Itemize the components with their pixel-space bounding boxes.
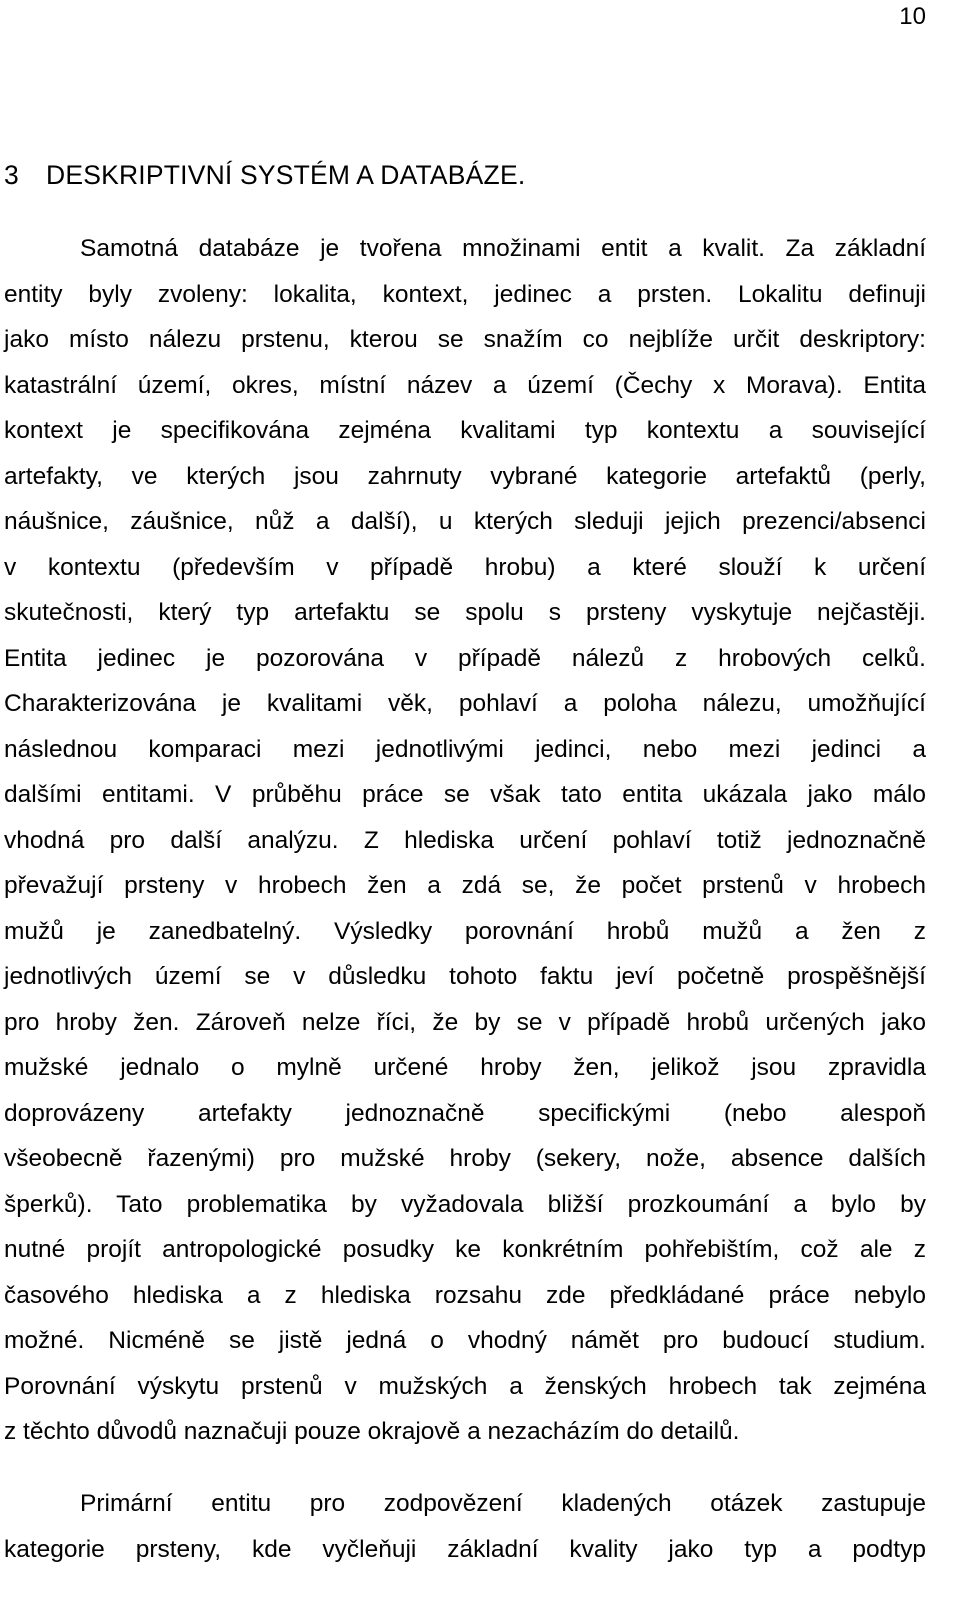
paragraph-line: náušnice, záušnice, nůž a další), u kterých sleduji jejich prezenci/absenci — [4, 508, 926, 535]
paragraph-line: z těchto důvodů naznačuji pouze okrajově a nezacházím do detailů. — [4, 1418, 740, 1445]
paragraph-line: Entita jedinec je pozorována v případě nálezů z hrobových celků. — [4, 644, 926, 672]
paragraph-line: časového hlediska a z hlediska rozsahu zde předkládané práce nebylo — [4, 1281, 926, 1309]
paragraph-line: Charakterizována je kvalitami věk, pohlaví a poloha nálezu, umožňující — [4, 690, 926, 717]
paragraph-line: doprovázeny artefakty jednoznačně specifickými (nebo alespoň — [4, 1099, 926, 1127]
paragraph-line: mužské jednalo o mylně určené hroby žen, jelikož jsou zpravidla — [4, 1054, 926, 1081]
paragraph-line: následnou komparaci mezi jednotlivými jedinci, nebo mezi jedinci a — [4, 735, 926, 763]
chapter-title: DESKRIPTIVNÍ SYSTÉM A DATABÁZE. — [46, 160, 526, 190]
paragraph-line: artefakty, ve kterých jsou zahrnuty vybrané kategorie artefaktů (perly, — [4, 462, 926, 490]
paragraph-line: katastrální území, okres, místní název a území (Čechy x Morava). Entita — [4, 371, 926, 399]
chapter-heading — [4, 157, 525, 193]
paragraph-line: entity byly zvoleny: lokalita, kontext, jedinec a prsten. Lokalitu definuji — [4, 280, 926, 308]
paragraph-line: skutečnosti, který typ artefaktu se spolu s prsteny vyskytuje nejčastěji. — [4, 599, 926, 626]
paragraph-line: všeobecně řazenými) pro mužské hroby (sekery, nože, absence dalších — [4, 1145, 926, 1172]
paragraph-line: kontext je specifikována zejména kvalitami typ kontextu a související — [4, 417, 926, 444]
body-paragraph-1 — [4, 226, 926, 1455]
paragraph-line: nutné projít antropologické posudky ke konkrétním pohřebištím, což ale z — [4, 1236, 926, 1263]
body-paragraph-2 — [4, 1481, 926, 1572]
paragraph-line: šperků). Tato problematika by vyžadovala bližší prozkoumání a bylo by — [4, 1190, 926, 1218]
paragraph-line: Primární entitu pro zodpovězení kladených otázek zastupuje — [80, 1490, 926, 1517]
chapter-number: 3 — [4, 160, 19, 190]
paragraph-line: jednotlivých území se v důsledku tohoto faktu jeví početně prospěšnější — [4, 963, 926, 990]
paragraph-line: vhodná pro další analýzu. Z hlediska určení pohlaví totiž jednoznačně — [4, 826, 926, 854]
paragraph-line: jako místo nálezu prstenu, kterou se snažím co nejblíže určit deskriptory: — [4, 326, 926, 353]
paragraph-line: v kontextu (především v případě hrobu) a které slouží k určení — [4, 553, 926, 581]
paragraph-line: převažují prsteny v hrobech žen a zdá se, že počet prstenů v hrobech — [4, 872, 926, 899]
paragraph-line: Samotná databáze je tvořena množinami entit a kvalit. Za základní — [80, 235, 926, 262]
paragraph-line: kategorie prsteny, kde vyčleňuji základní kvality jako typ a podtyp — [4, 1535, 926, 1563]
paragraph-line: možné. Nicméně se jistě jedná o vhodný námět pro budoucí studium. — [4, 1327, 926, 1354]
paragraph-line: pro hroby žen. Zároveň nelze říci, že by se v případě hrobů určených jako — [4, 1008, 926, 1036]
paragraph-line: mužů je zanedbatelný. Výsledky porovnání hrobů mužů a žen z — [4, 917, 926, 945]
paragraph-line: Porovnání výskytu prstenů v mužských a ženských hrobech tak zejména — [4, 1372, 926, 1400]
paragraph-line: dalšími entitami. V průběhu práce se však tato entita ukázala jako málo — [4, 781, 926, 808]
page-number: 10 — [899, 3, 926, 30]
